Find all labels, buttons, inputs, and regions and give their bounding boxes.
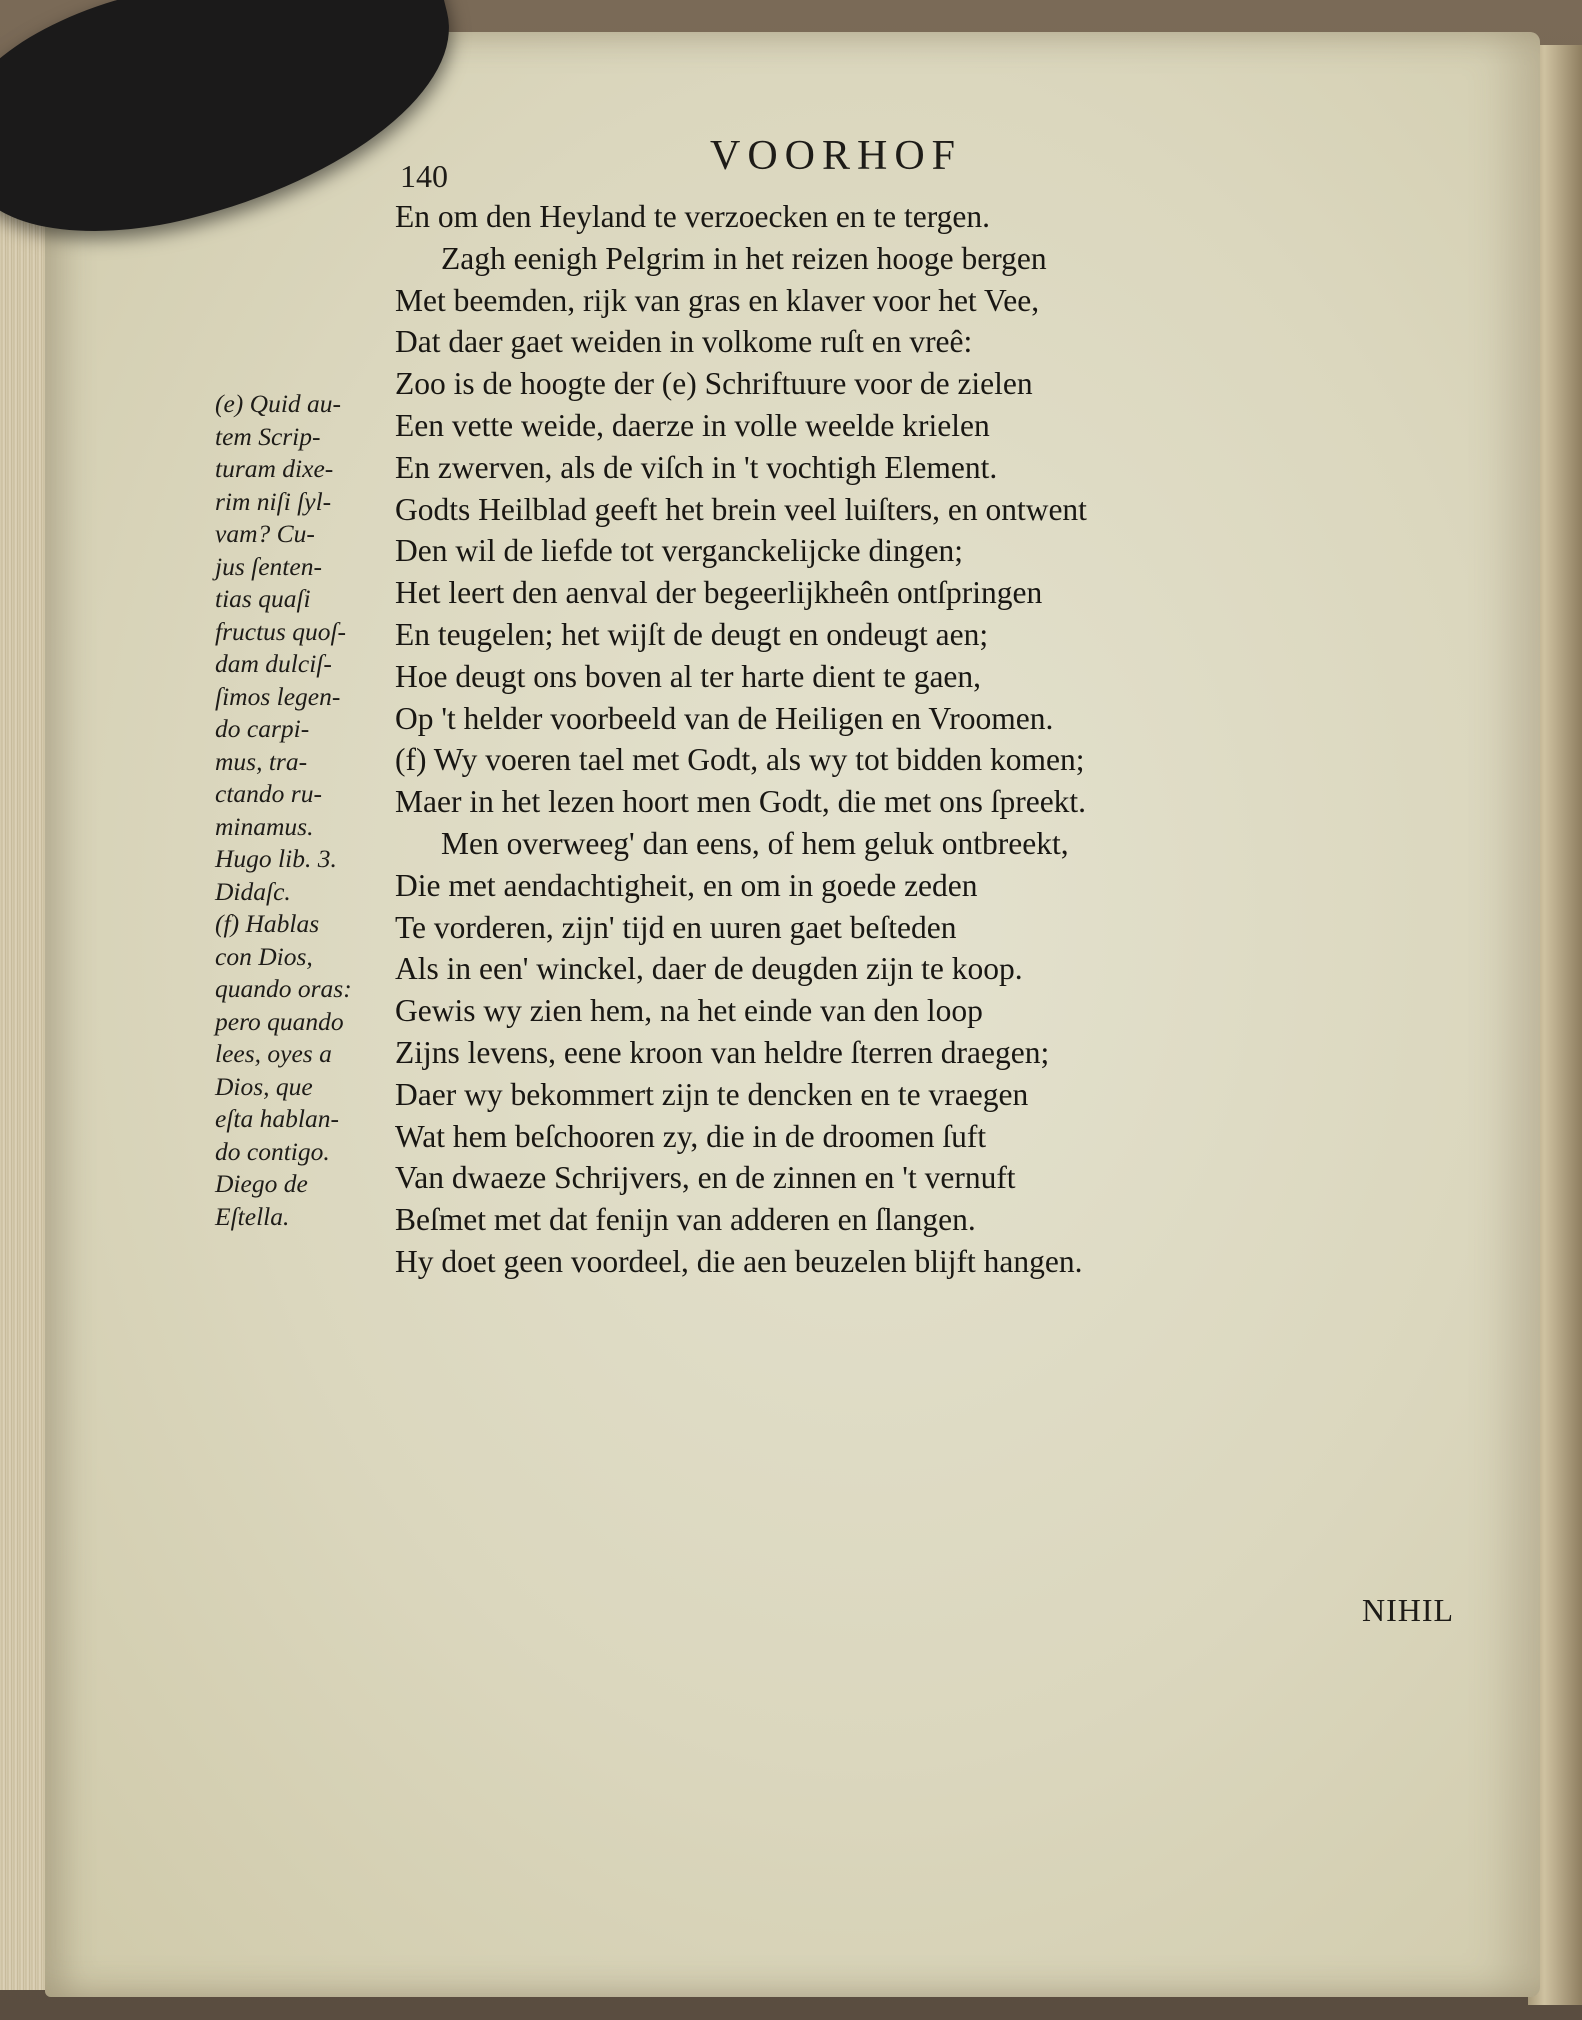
verse-line: Beſmet met dat fenijn van adderen en ſlangen. [395,1202,976,1238]
margin-note-line: Eſtella. [215,1201,290,1231]
verse-line: Een vette weide, daerze in volle weelde krielen [395,407,990,443]
margin-note-line: lees, oyes a [215,1039,332,1068]
verse-line: Met beemden, rijk van gras en klaver voor het Vee, [395,282,1040,318]
verse-line: Als in een' winckel, daer de deugden zijn te koop. [395,951,1023,987]
margin-note-line: Didaſc. [215,876,291,906]
margin-note-line: (f) Hablas [215,909,320,938]
verse-line: Men overweeg' dan eens, of hem geluk ontbreekt, [441,825,1069,861]
verse-line: Zagh eenigh Pelgrim in het reizen hooge bergen [441,240,1047,276]
margin-note-line: tias quaſi [215,584,311,613]
margin-note-line: quando oras: [215,974,352,1003]
verse-line: Godts Heilblad geeft het brein veel luiſters, en ontwent [395,491,1087,527]
margin-note-line: minamus. [215,811,314,841]
verse-line: Op 't helder voorbeeld van de Heiligen en Vroomen. [395,700,1054,736]
margin-note-line: mus, tra- [215,746,308,776]
verse-line: Hy doet geen voordeel, die aen beuzelen blijft hangen. [395,1243,1083,1279]
margin-note-line: do carpi- [215,714,310,743]
margin-note-line: Hugo lib. 3. [215,844,337,873]
verse-line: Daer wy bekommert zijn te dencken en te vraegen [395,1076,1029,1112]
margin-note-line: (e) Quid au- [215,389,342,418]
margin-note-line: Dios, que [215,1071,313,1101]
margin-note-line: fructus quoſ- [215,616,347,646]
verse-line: Zoo is de hoogte der (e) Schriftuure voor de zielen [395,366,1033,402]
verse-line: Den wil de liefde tot verganckelijcke dingen; [395,533,963,569]
verse-line: Zijns levens, eene kroon van heldre ſterren draegen; [395,1034,1050,1070]
margin-note-line: ſimos legen- [215,681,341,711]
margin-note-line: dam dulciſ- [215,649,332,678]
margin-note-line: pero quando [215,1006,344,1036]
verse-line: En teugelen; het wijſt de deugt en ondeugt aen; [395,616,989,652]
verse-line: En om den Heyland te verzoecken en te tergen. [395,199,991,234]
margin-note-line: con Dios, [215,941,313,971]
verse-text [395,196,1345,1283]
verse-line: (f) Wy voeren tael met Godt, als wy tot bidden komen; [395,742,1085,778]
margin-note-line: turam dixe- [215,454,334,483]
margin-notes [215,388,390,1233]
margin-note-line: Diego de [215,1169,308,1198]
margin-note-line: tem Scrip- [215,421,321,451]
verse-line: Te vorderen, zijn' tijd en uuren gaet beſteden [395,909,957,945]
verse-line: En zwerven, als de viſch in 't vochtigh Element. [395,449,998,485]
verse-line: Maer in het lezen hoort men Godt, die met ons ſpreekt. [395,784,1087,820]
page-number: 140 [400,158,448,194]
verse-line: Het leert den aenval der begeerlijkheên ontſpringen [395,575,1043,611]
margin-note-line: jus ſenten- [215,551,322,581]
running-head: VOORHOF [710,133,963,179]
verse-line: Die met aendachtigheit, en om in goede zeden [395,867,978,903]
margin-note-line: rim niſi ſyl- [215,486,332,516]
verse-line: Van dwaeze Schrijvers, en de zinnen en 't vernuft [395,1160,1016,1196]
verse-line: Dat daer gaet weiden in volkome ruſt en vreê: [395,324,973,360]
margin-note-line: vam? Cu- [215,519,315,548]
verse-line: Gewis wy zien hem, na het einde van den loop [395,993,983,1029]
margin-note-line: eſta hablan- [215,1104,339,1133]
margin-note-line: do contigo. [215,1136,330,1166]
margin-note-line: ctando ru- [215,779,322,808]
verse-line: Wat hem beſchooren zy, die in de droomen ſuft [395,1118,987,1154]
catchword: NIHIL [1362,1592,1455,1628]
verse-line: Hoe deugt ons boven al ter harte dient te gaen, [395,658,982,694]
